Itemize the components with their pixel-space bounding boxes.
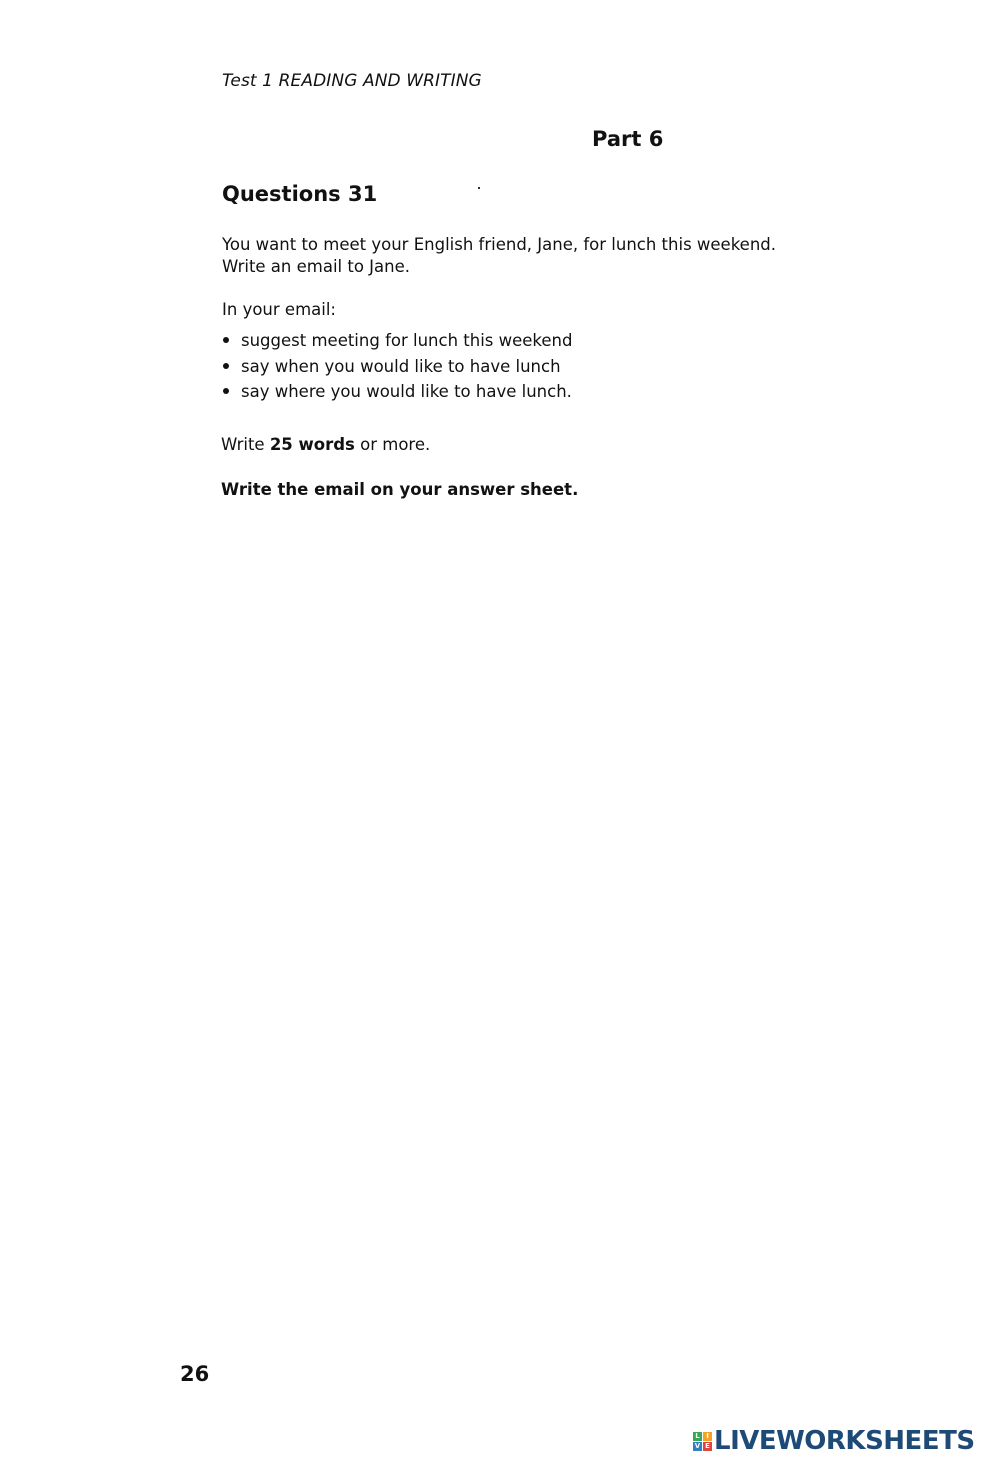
word-count-after: or more.	[354, 435, 431, 454]
task-intro	[222, 234, 776, 278]
part-title: Part 6	[592, 127, 664, 151]
logo-mark-icon	[693, 1432, 712, 1451]
questions-title: Questions 31	[222, 182, 378, 206]
running-header: Test 1 READING AND WRITING	[222, 71, 482, 91]
list-item-text: suggest meeting for lunch this weekend	[241, 331, 573, 350]
logo-mark-cell: E	[703, 1442, 712, 1451]
logo-mark-cell: L	[693, 1432, 702, 1441]
bullet-icon	[223, 337, 229, 343]
list-item-text: say when you would like to have lunch	[241, 356, 561, 376]
list-item	[222, 356, 572, 382]
page-number: 26	[180, 1362, 210, 1386]
word-count-emphasis: 25 words	[269, 435, 355, 454]
word-count-before: Write	[221, 435, 270, 454]
list-item-text: say where you would like to have lunch.	[241, 382, 572, 401]
email-lead: In your email:	[222, 300, 336, 319]
list-item	[222, 381, 572, 407]
bullet-icon	[223, 388, 229, 394]
bullet-icon	[223, 363, 229, 369]
list-item	[222, 330, 572, 356]
intro-line: Write an email to Jane.	[222, 257, 411, 276]
liveworksheets-logo[interactable]	[693, 1425, 975, 1457]
word-count-instruction	[221, 435, 430, 454]
print-speck	[478, 187, 480, 189]
logo-mark-cell: V	[694, 1441, 701, 1450]
logo-text: LIVEWORKSHEETS	[714, 1426, 975, 1456]
logo-mark-cell: I	[703, 1432, 712, 1441]
answer-sheet-instruction: Write the email on your answer sheet.	[221, 480, 579, 499]
intro-line: You want to meet your English friend, Jane, for lunch this weekend.	[222, 235, 777, 254]
bullet-list	[222, 330, 572, 407]
